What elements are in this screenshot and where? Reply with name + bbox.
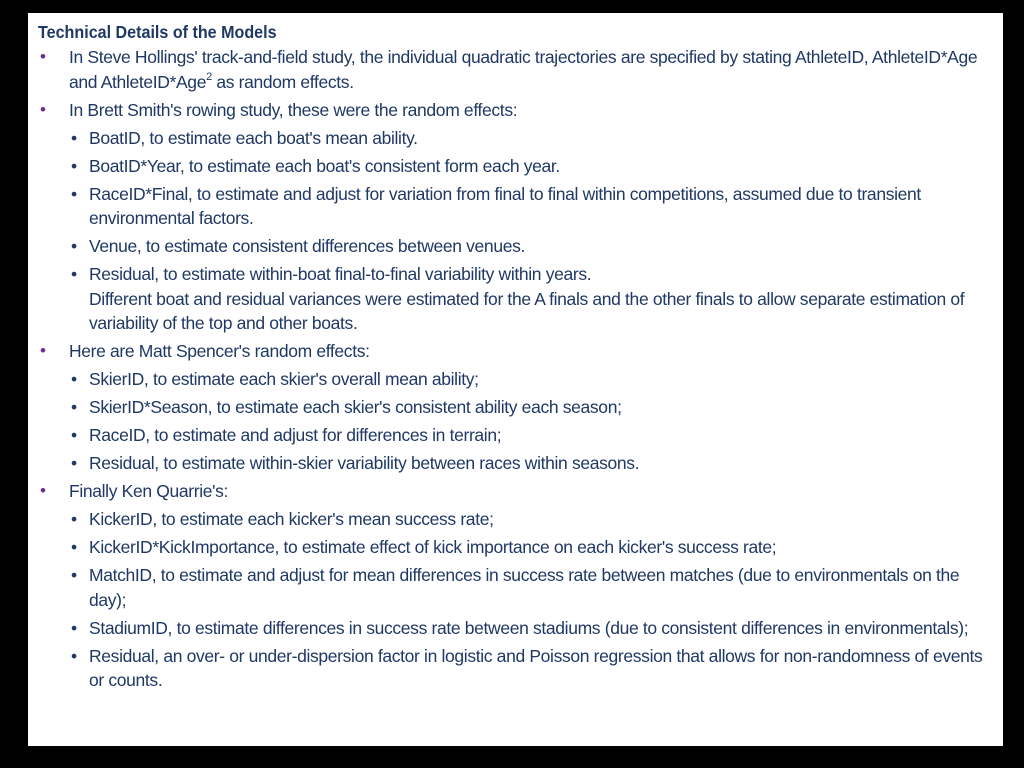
sub-list-quarrie — [69, 507, 993, 693]
sub-item — [38, 423, 993, 448]
sub-item-text: Residual, an over- or under-dispersion factor in logistic and Poisson regression that allows for non-randomness of events or counts. — [89, 645, 983, 690]
sub-item — [38, 367, 993, 392]
sub-item-text: Residual, to estimate within-skier variability between races within seasons. — [89, 453, 640, 473]
bullet-quarrie — [38, 479, 993, 693]
sub-item — [38, 535, 993, 560]
bullet-smith — [38, 98, 993, 336]
sub-bullet-icon: • — [71, 127, 78, 148]
bullet-text: In Brett Smith's rowing study, these were the random effects: — [69, 99, 518, 120]
sub-bullet-icon: • — [71, 509, 78, 529]
sub-item — [38, 563, 993, 612]
bullet-dot-icon: • — [40, 99, 46, 119]
sub-bullet-icon: • — [71, 183, 78, 204]
sub-item-text: Venue, to estimate consistent differences between venues. — [89, 236, 525, 256]
sub-bullet-icon: • — [71, 155, 78, 176]
sub-item — [38, 154, 993, 179]
sub-item-text: StadiumID, to estimate differences in success rate between stadiums (due to consistent differences in environmentals); — [89, 617, 969, 638]
sub-bullet-icon: • — [71, 645, 78, 666]
sub-bullet-icon: • — [71, 453, 78, 473]
sub-list-smith — [69, 126, 993, 336]
bullet-dot-icon: • — [40, 47, 46, 66]
sub-item — [38, 126, 993, 151]
sub-item-text: Residual, to estimate within-boat final-to-final variability within years. — [89, 264, 592, 284]
bullet-hollings — [38, 45, 993, 94]
sub-item-text: MatchID, to estimate and adjust for mean differences in success rate between matches (due to environmentals on the day); — [89, 565, 960, 610]
sub-item-text: RaceID*Final, to estimate and adjust for variation from final to final within competitions, assumed due to transient environmental factors. — [89, 183, 921, 228]
sub-bullet-icon: • — [71, 264, 78, 284]
slide-title: Technical Details of the Models — [38, 22, 277, 42]
sub-item-text: KickerID, to estimate each kicker's mean success rate; — [89, 509, 494, 529]
sub-item — [38, 182, 993, 231]
slide — [28, 13, 1003, 746]
sub-item — [38, 234, 993, 259]
bullet-text: Here are Matt Spencer's random effects: — [69, 341, 370, 361]
sub-item-text: SkierID, to estimate each skier's overall mean ability; — [89, 369, 479, 389]
bullet-text — [69, 45, 993, 94]
sub-item — [38, 644, 993, 693]
sub-bullet-icon: • — [71, 236, 78, 256]
bullet-spencer — [38, 339, 993, 476]
sub-bullet-icon: • — [71, 565, 78, 585]
bullet-dot-icon: • — [40, 481, 46, 500]
bullet-text-main: In Steve Hollings' track-and-field study, the individual quadratic trajectories are specified by stating AthleteID, AthleteID*Age and AthleteID*Age — [69, 47, 978, 92]
sub-item — [38, 507, 993, 532]
sub-item-text: KickerID*KickImportance, to estimate effect of kick importance on each kicker's success rate; — [89, 537, 777, 557]
sub-item-text: BoatID*Year, to estimate each boat's consistent form each year. — [89, 155, 560, 176]
bullet-list — [38, 45, 993, 693]
sub-item — [38, 262, 993, 336]
sub-item — [38, 395, 993, 420]
sub-list-spencer — [69, 367, 993, 476]
bullet-dot-icon: • — [40, 341, 46, 360]
sub-item — [38, 451, 993, 476]
bullet-text-tail: as random effects. — [211, 71, 354, 92]
sub-bullet-icon: • — [71, 425, 78, 445]
bullet-text: Finally Ken Quarrie's: — [69, 481, 229, 501]
sub-item — [38, 616, 993, 641]
sub-item-text: BoatID, to estimate each boat's mean ability. — [89, 127, 418, 148]
sub-item-text: SkierID*Season, to estimate each skier's consistent ability each season; — [89, 397, 622, 417]
sub-item-note: Different boat and residual variances were estimated for the A finals and the other finals to allow separate estimation of variability of the top and other boats. — [89, 288, 965, 333]
superscript: 2 — [206, 70, 212, 83]
sub-item-text: RaceID, to estimate and adjust for differences in terrain; — [89, 425, 502, 445]
sub-bullet-icon: • — [71, 537, 78, 557]
sub-bullet-icon: • — [71, 617, 78, 638]
sub-bullet-icon: • — [71, 369, 78, 389]
sub-bullet-icon: • — [71, 397, 78, 417]
